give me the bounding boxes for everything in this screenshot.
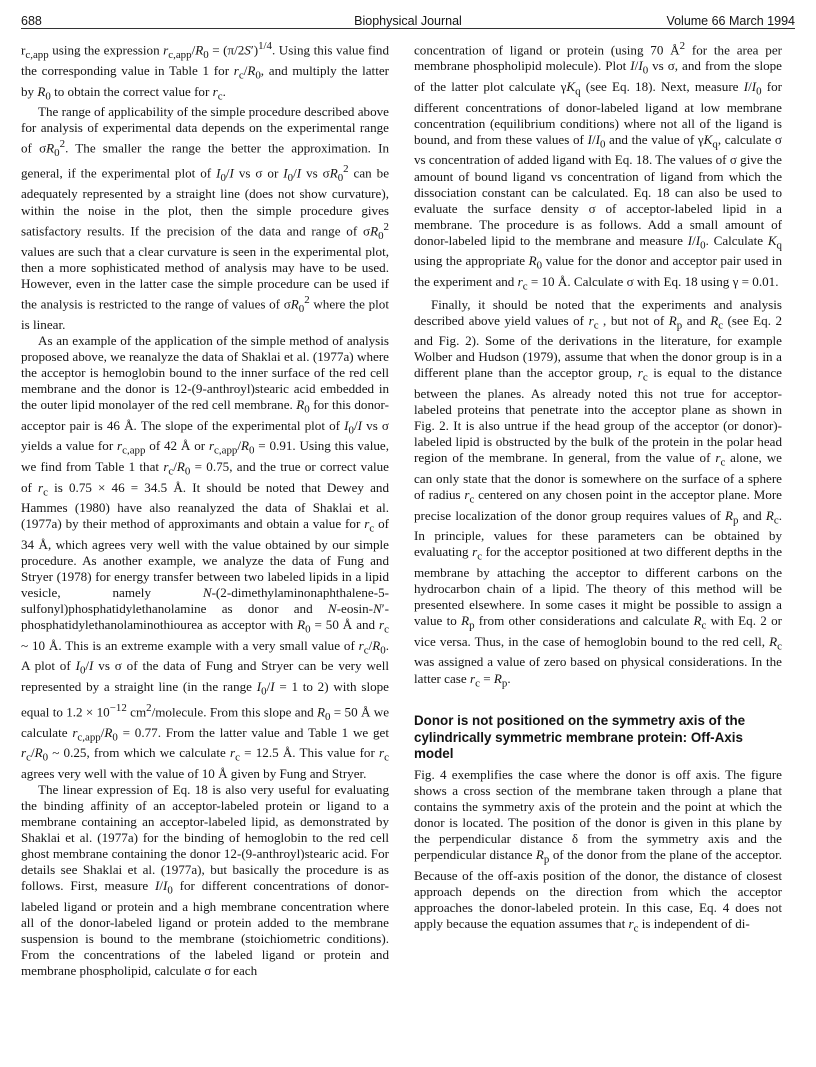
paragraph: The linear expression of Eq. 18 is also very useful for evaluating the binding affinity of an acceptor-labeled protein or ligand to a membrane containing an acceptor-labeled lipid, as demonstrated by Shaklai et al. (1977a) for the binding of hemoglobin to the red cell ghost membrane containing the donor 12-(9-anthroyl)stearic acid. For details see Shaklai et al. (1977a), but basically the procedure is as follows. First, measure $I/I_0$ for different concentrations of donor-labeled ligand or protein and a high membrane concentration where all of the donor-labeled ligand or protein added to the membrane suspension is bound to the membrane (stoichiometric conditions). From the concentrations of the labeled ligand or protein and membrane phospholipid, calculate σ for each: [21, 782, 389, 979]
paragraph: As an example of the application of the simple method of analysis proposed above, we reanalyze the data of Shaklai et al. (1977a) where the acceptor is hemoglobin bound to the inner surface of the red cell membrane and the donor is 12-(9-anthroyl)stearic acid embedded in the outer lipid monolayer of the red cell membrane. $R_0$ for this donor-acceptor pair is 46 Å. The slope of the experimental plot of $I_0/I$ vs σ yields a value for $r_{c,app}$ of 42 Å or $r_{c,app}/R_0 = 0.91$. Using this value, we find from Table 1 that $r_c/R_0 = 0.75$, and the true or correct value of $r_c$ is 0.75 × 46 = 34.5 Å. It should be noted that Dewey and Hammes (1980) have also reanalyzed the data of Shaklai et al. (1977a) by their method of approximants and obtain a value for $r_c$ of 34 Å, which agrees very well with the value obtained by our simple procedure. As another example, we analyze the data of Fung and Stryer (1978) for energy transfer between two labeled lipids in a lipid vesicle, namely N-(2-dimethylaminonaphthalene-5-sulfonyl)phosphatidylethanolamine as donor and N-eosin-N′-phosphatidylethanolaminothiourea as acceptor with $R_0 = 50$ Å and $r_c$ ~ 10 Å. This is an extreme example with a very small value of $r_c/R_0$. A plot of $I_0/I$ vs σ of the data of Fung and Stryer can be very well represented by a straight line (in the range $I_0/I = 1$ to 2) with slope equal to $1.2 \times 10^{-12}$ $cm^2$/molecule. From this slope and $R_0 = 50$ Å we calculate $r_{c,app}/R_0 = 0.77$. From the latter value and Table 1 we get $r_c/R_0$ ~ 0.25, from which we calculate $r_c = 12.5$ Å. This value for $r_c$ agrees very well with the value of 10 Å given by Fung and Stryer.: [21, 332, 390, 782]
section-heading: Donor is not positioned on the symmetry axis of the cylindrically symmetric membrane protein: Off-Axis model: [414, 713, 746, 762]
volume-date: Volume 66 March 1994: [666, 14, 795, 28]
header-rule: [21, 28, 795, 29]
right-column: [414, 38, 782, 936]
paragraph: Fig. 4 exemplifies the case where the donor is off axis. The figure shows a cross section of the membrane taken through a plane that contains the symmetry axis of the protein and the point at which the donor is located. The position of the donor is given in this plane by the perpendicular distance δ from the symmetry axis and the perpendicular distance $R_p$ of the donor from the plane of the acceptor. Because of the off-axis position of the donor, the distance of closest approach depends on the direction from which the acceptor approaches the donor-labeled protein. In this case, Eq. 4 does not apply because the equation assumes that $r_c$ is independent of di-: [414, 766, 782, 935]
paragraph: concentration of ligand or protein (using 70 $Å^2$ for the area per membrane phospholipid molecule). Plot $I/I_0$ vs σ, and from the slope of the latter plot calculate $\gamma K_q$ (see Eq. 18). Next, measure $I/I_0$ for different concentrations of donor-labeled ligand at low membrane concentration (equilibrium conditions) where not all of the ligand is bound, and from these values of $I/I_0$ and the value of $\gamma K_q$, calculate σ vs concentration of added ligand with Eq. 18. The values of σ give the amount of bound ligand vs concentration of ligand from which the dissociation constant can be calculated. Eq. 18 can also be used to evaluate the surface density σ of acceptor-labeled lipid in a membrane. The procedure is as follows. Add a small amount of donor-labeled lipid to the membrane and measure $I/I_0$. Calculate $K_q$ using the appropriate $R_0$ value for the donor and acceptor pair used in the experiment and $r_c = 10$ Å. Calculate σ with Eq. 18 using γ = 0.01.: [414, 40, 782, 293]
left-column: [21, 38, 389, 979]
paragraph: Finally, it should be noted that the experiments and analysis described above yield values of $r_c$ , but not of $R_p$ and $R_c$ (see Eq. 2 and Fig. 2). Some of the derivations in the literature, for example Wolber and Hudson (1979), assume that when the donor group is in a different plane than the acceptor group, $r_c$ is equal to the distance between the planes. As already noted this not true for acceptor-labeled proteins that penetrate into the acceptor plane as shown in Fig. 2. It is also untrue if the head group of the acceptor (or donor)-labeled lipid is obstructed by the bulk of the protein in the polar head region of the membrane. In general, from the value of $r_c$ alone, we can only state that the donor is somewhere on the surface of a sphere of radius $r_c$ centered on any chosen point in the acceptor plane. More precise localization of the donor group requires values of $R_p$ and $R_c$. In principle, values for these parameters can be obtained by evaluating $r_c$ for the acceptor positioned at two different depths in the membrane by attaching the acceptor to different carbons on the hydrocarbon chain of a lipid. The theory of this method will be presented elsewhere. In some cases it might be possible to assign a value to $R_p$ from other considerations and calculate $R_c$ with Eq. 2 or vice versa. Thus, in the case of hemoglobin bound to the red cell, $R_c$ was assigned a value of zero based on physical considerations. In the latter case $r_c = R_p$.: [414, 296, 783, 690]
paragraph: $r_{c,app}$ using the expression $r_{c,app}/R_0 = (\pi/2S')^{1/4}$. Using this value find the corresponding value in Table 1 for $r_c/R_0$, and multiply the latter by $R_0$ to obtain the correct value for $r_c$.: [21, 40, 390, 103]
paragraph: The range of applicability of the simple procedure described above for analysis of experimental data depends on the experimental range of $\sigma R_0^2$. The smaller the range the better the approximation. In general, if the experimental plot of $I_0/I$ vs σ or $I_0/I$ vs $\sigma R_0^2$ can be adequately represented by a straight line (does not show curvature), within the noise in the plot, then the simple procedure gives satisfactory results. If the precision of the data and range of $\sigma R_0^2$ values are such that a clear curvature is seen in the experimental plot, then a more sophisticated method of analysis may have to be used. However, even in the latter case the simple procedure can be used if the analysis is restricted to the range of values of $\sigma R_0^2$ where the plot is linear.: [21, 104, 390, 332]
journal-title: Biophysical Journal: [354, 14, 462, 28]
page-number: 688: [21, 14, 42, 28]
